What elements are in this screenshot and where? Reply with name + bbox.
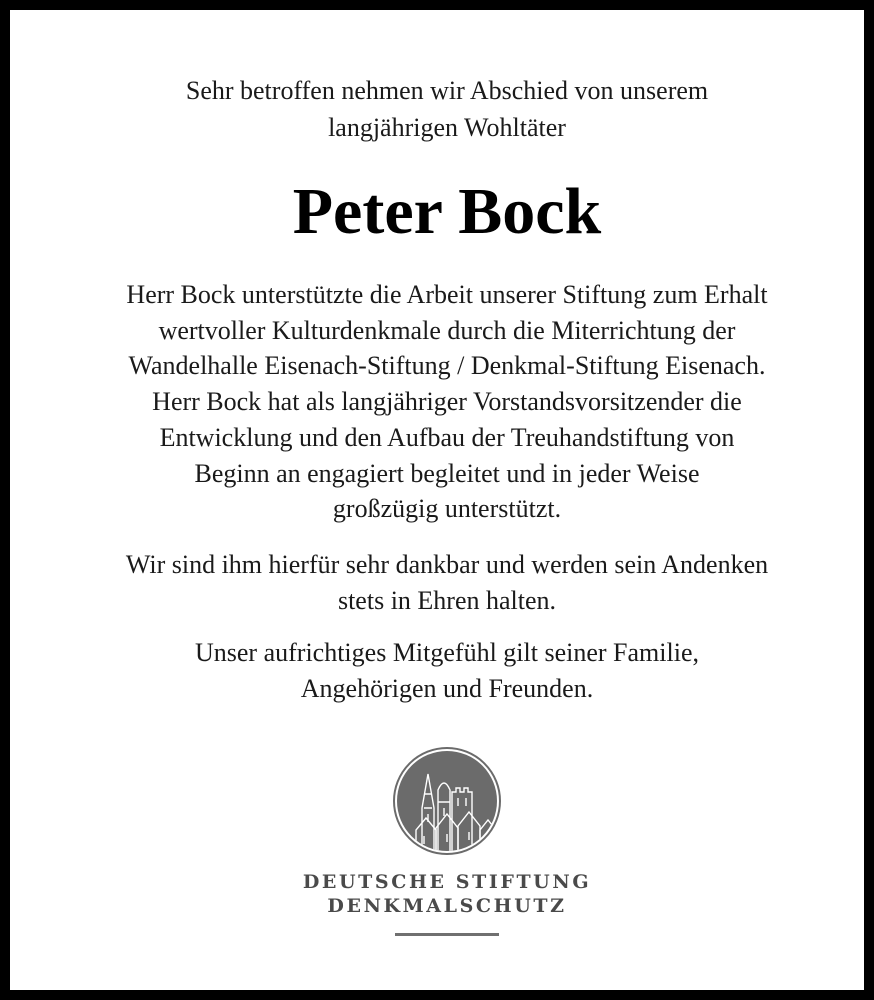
organization-name-line: DEUTSCHE STIFTUNG <box>302 871 592 893</box>
organization-name-line: DENKMALSCHUTZ <box>327 895 567 917</box>
intro-text <box>20 72 874 146</box>
condolence-paragraph <box>20 635 874 706</box>
intro-line: langjährigen Wohltäter <box>328 113 566 142</box>
paragraph-line: großzügig unterstützt. <box>332 494 562 524</box>
organization-name <box>20 870 874 918</box>
city-silhouette-seal-icon <box>392 746 502 856</box>
gratitude-paragraph <box>20 547 874 618</box>
paragraph-line: Herr Bock hat als langjähriger Vorstandsvorsitzender die <box>152 387 742 417</box>
paragraph-line: Angehörigen und Freunden. <box>300 673 594 703</box>
deceased-name: Peter Bock <box>292 175 602 248</box>
paragraph-line: Wir sind ihm hierfür sehr dankbar und werden sein Andenken <box>125 550 769 579</box>
intro-line: Sehr betroffen nehmen wir Abschied von unserem <box>185 76 709 105</box>
tribute-paragraph <box>20 277 874 527</box>
paragraph-line: Unser aufrichtiges Mitgefühl gilt seiner Familie, <box>195 638 699 667</box>
paragraph-line: stets in Ehren halten. <box>337 585 557 615</box>
paragraph-line: Beginn an engagiert begleitet und in jeder Weise <box>194 458 700 488</box>
paragraph-line: Herr Bock unterstützte die Arbeit unserer Stiftung zum Erhalt <box>126 280 768 309</box>
paragraph-line: wertvoller Kulturdenkmale durch die Miterrichtung der <box>158 315 736 345</box>
paragraph-line: Entwicklung und den Aufbau der Treuhandstiftung von <box>159 422 735 452</box>
divider <box>395 933 499 936</box>
paragraph-line: Wandelhalle Eisenach-Stiftung / Denkmal-Stiftung Eisenach. <box>128 351 766 381</box>
